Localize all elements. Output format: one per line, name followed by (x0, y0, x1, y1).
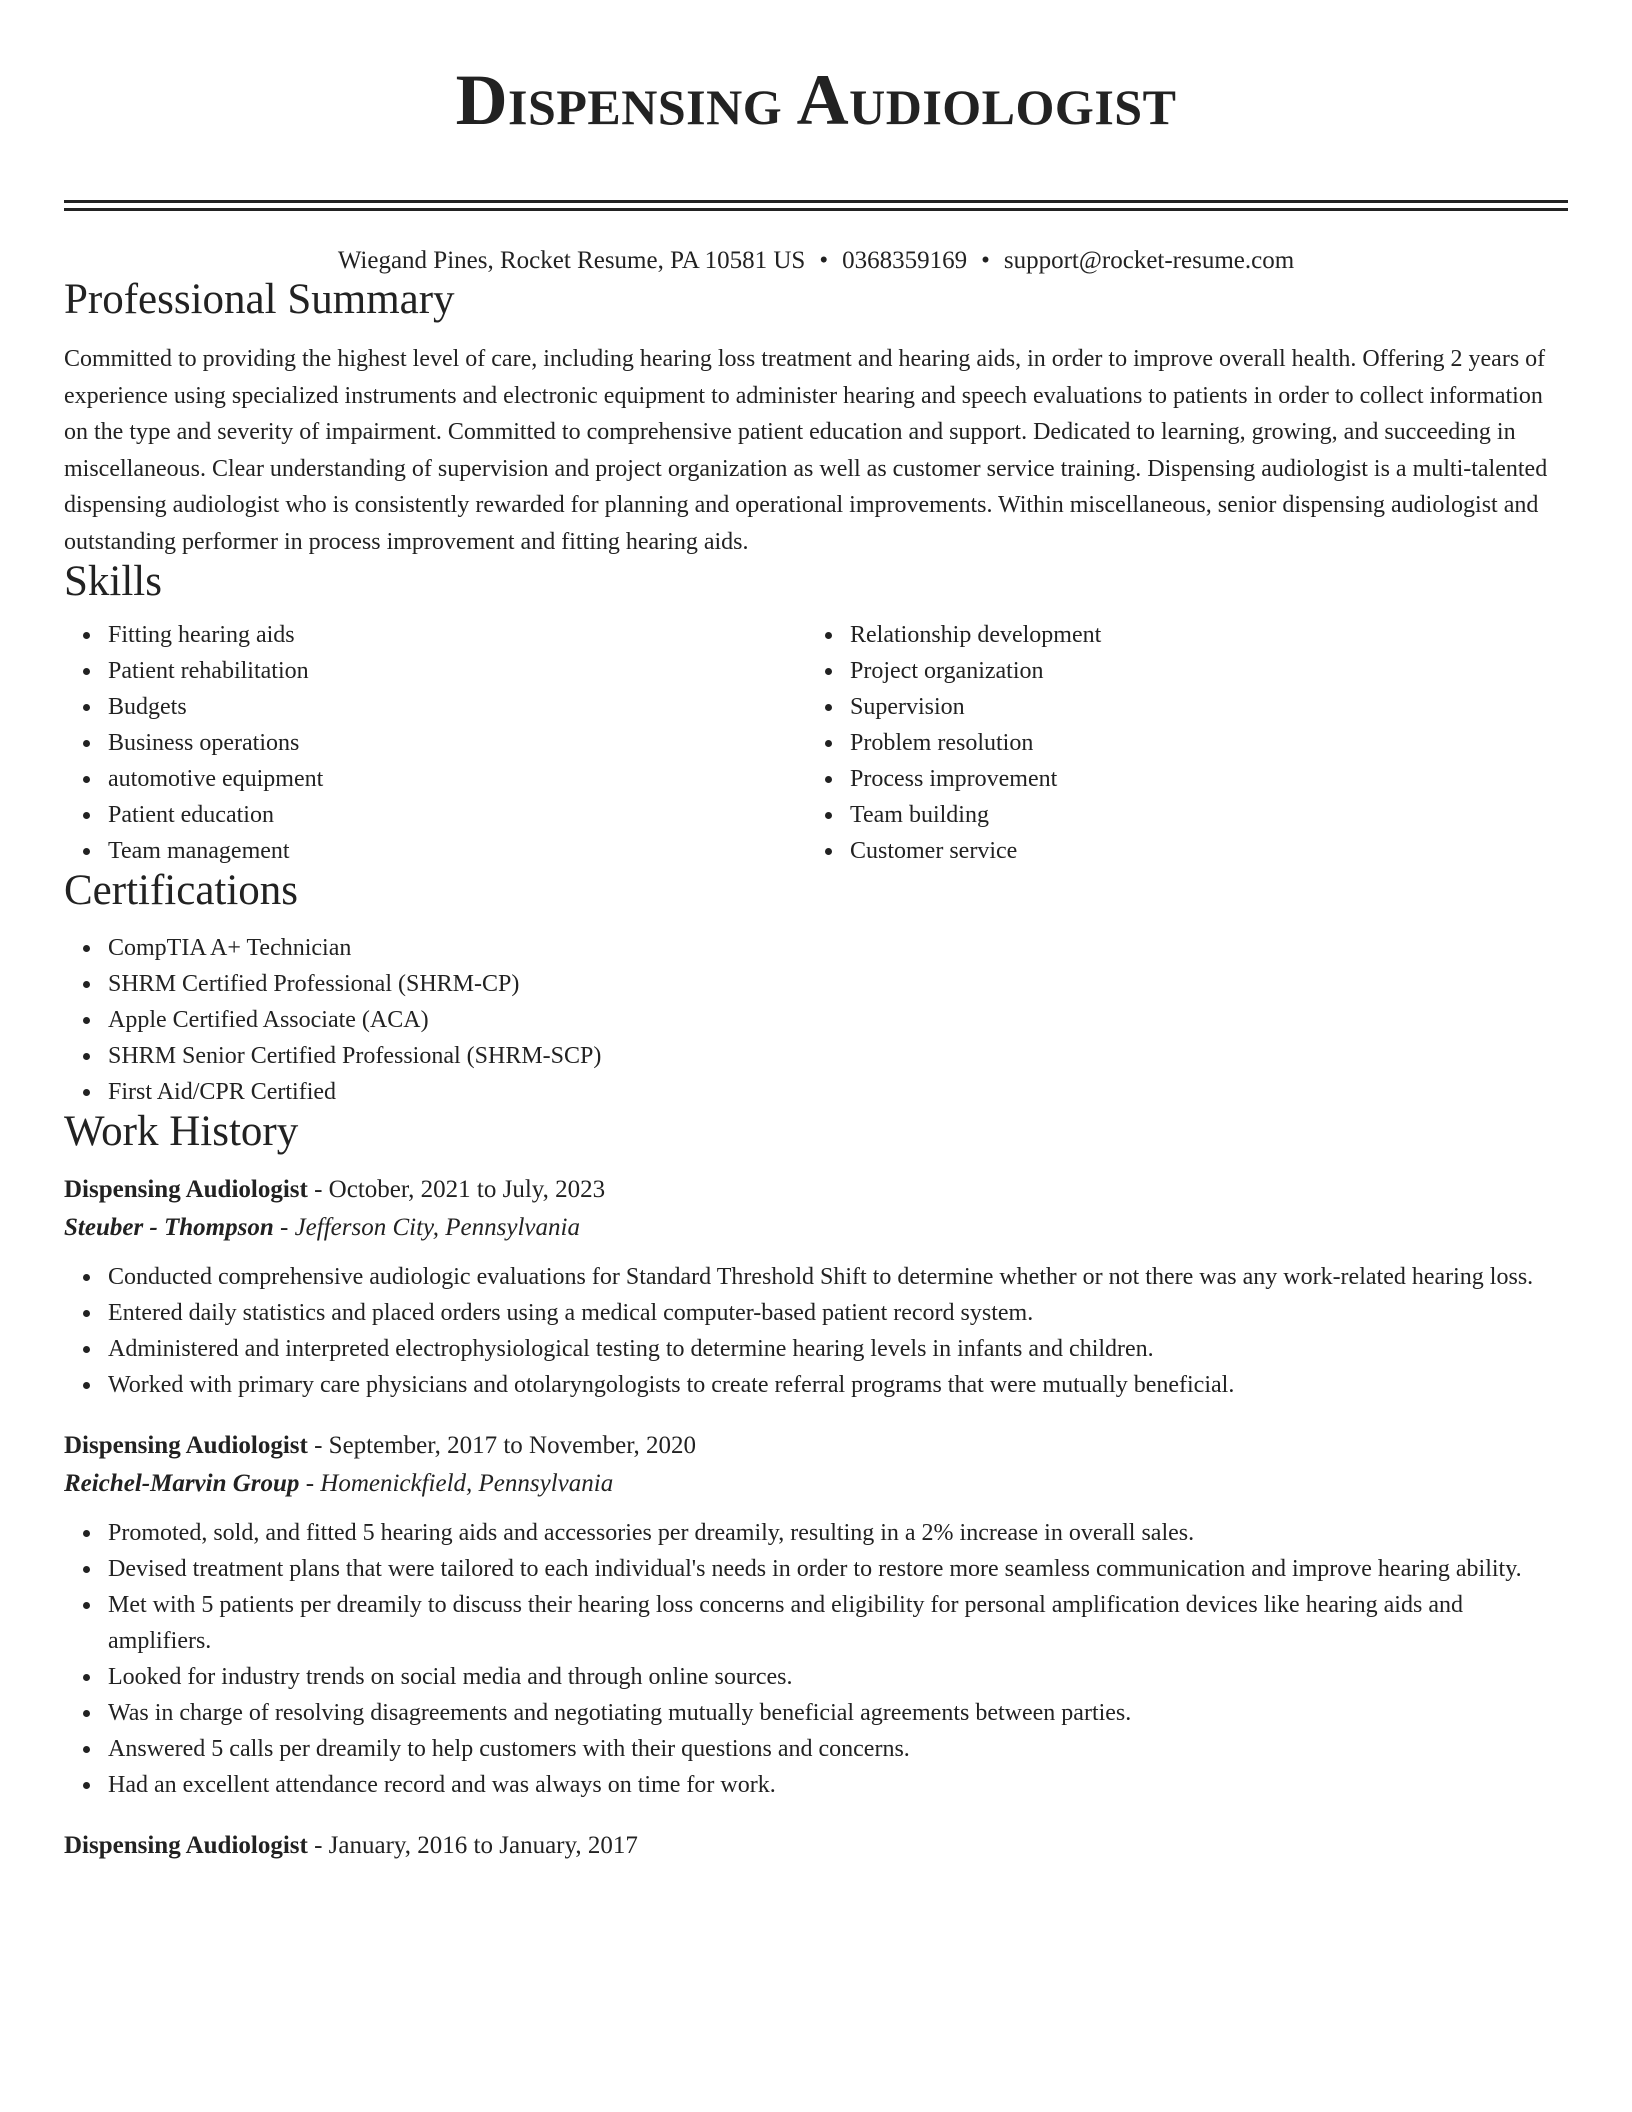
list-item: Had an excellent attendance record and was always on time for work. (108, 1767, 1568, 1803)
list-item: Worked with primary care physicians and otolaryngologists to create referral programs that were mutually beneficial. (108, 1367, 1568, 1403)
resume-name: Dispensing Audiologist (455, 60, 1177, 140)
list-item: Administered and interpreted electrophysiological testing to determine hearing levels in infants and children. (108, 1331, 1568, 1367)
job-header (64, 1171, 1568, 1209)
job-company: Reichel-Marvin Group (64, 1470, 300, 1497)
work-history-heading: Work History (64, 1108, 299, 1155)
job-role: Dispensing Audiologist (64, 1832, 308, 1859)
skills-list-right (806, 617, 1548, 869)
contact-line (64, 248, 1568, 278)
contact-address: Wiegand Pines, Rocket Resume, PA 10581 US (337, 247, 806, 274)
list-item: Apple Certified Associate (ACA) (108, 1002, 1568, 1038)
skills-heading: Skills (64, 558, 162, 605)
list-item: Conducted comprehensive audiologic evaluations for Standard Threshold Shift to determine whether or not there was any work-related hearing loss. (108, 1259, 1568, 1295)
job-dates: - January, 2016 to January, 2017 (307, 1832, 638, 1859)
list-item: Devised treatment plans that were tailored to each individual's needs in order to restore more seamless communication and improve hearing ability. (108, 1551, 1568, 1587)
job-company: Steuber - Thompson (64, 1214, 274, 1241)
job-role: Dispensing Audiologist (64, 1432, 308, 1459)
list-item: Budgets (108, 689, 806, 725)
list-item: Team management (108, 833, 806, 869)
list-item: Relationship development (850, 617, 1548, 653)
list-item: Patient education (108, 797, 806, 833)
list-item: Business operations (108, 725, 806, 761)
list-item: Customer service (850, 833, 1548, 869)
job-location: - Homenickfield, Pennsylvania (299, 1470, 614, 1497)
summary-text: Committed to providing the highest level of care, including hearing loss treatment and hearing aids, in order to improve overall health. Offering 2 years of experience using specialized instruments and electronic equipment to administer hearing and speech evaluations to patients in order to collect information on the type and severity of impairment. Committed to comprehensive patient education and support. Dedicated to learning, growing, and succeeding in miscellaneous. Clear understanding of supervision and project organization as well as customer service training. Dispensing audiologist is a multi-talented dispensing audiologist who is consistently rewarded for planning and operational improvements. Within miscellaneous, senior dispensing audiologist and outstanding performer in process improvement and fitting hearing aids. (64, 346, 1548, 555)
list-item: SHRM Certified Professional (SHRM-CP) (108, 966, 1568, 1002)
list-item: Problem resolution (850, 725, 1548, 761)
list-item: Fitting hearing aids (108, 617, 806, 653)
list-item: Looked for industry trends on social media and through online sources. (108, 1659, 1568, 1695)
job-entry (64, 1827, 1568, 1865)
list-item: Answered 5 calls per dreamily to help customers with their questions and concerns. (108, 1731, 1568, 1767)
header-double-rule (64, 200, 1568, 211)
list-item: Patient rehabilitation (108, 653, 806, 689)
skills-column-right (806, 617, 1548, 869)
certifications-heading: Certifications (64, 867, 299, 914)
summary-heading: Professional Summary (64, 276, 455, 323)
job-bullets (64, 1515, 1568, 1803)
job-employer (64, 1209, 1568, 1247)
job-role: Dispensing Audiologist (64, 1176, 308, 1203)
job-dates: - September, 2017 to November, 2020 (307, 1432, 697, 1459)
list-item: Process improvement (850, 761, 1548, 797)
list-item: Promoted, sold, and fitted 5 hearing aids and accessories per dreamily, resulting in a 2% increase in overall sales. (108, 1515, 1568, 1551)
skills-list-left (64, 617, 806, 869)
certifications-list (64, 930, 1568, 1110)
list-item: Entered daily statistics and placed orders using a medical computer-based patient record system. (108, 1295, 1568, 1331)
job-dates: - October, 2021 to July, 2023 (307, 1176, 606, 1203)
list-item: Team building (850, 797, 1548, 833)
contact-separator: • (981, 247, 990, 274)
job-location: - Jefferson City, Pennsylvania (273, 1214, 580, 1241)
list-item: Supervision (850, 689, 1548, 725)
contact-separator: • (819, 247, 829, 274)
list-item: Met with 5 patients per dreamily to discuss their hearing loss concerns and eligibility for personal amplification devices like hearing aids and amplifiers. (108, 1587, 1568, 1659)
skills-column-left (64, 617, 806, 869)
list-item: SHRM Senior Certified Professional (SHRM-SCP) (108, 1038, 1568, 1074)
list-item: Project organization (850, 653, 1548, 689)
contact-email[interactable]: support@rocket-resume.com (1003, 247, 1295, 274)
job-header (64, 1427, 1568, 1465)
job-header (64, 1827, 1568, 1865)
list-item: Was in charge of resolving disagreements and negotiating mutually beneficial agreements between parties. (108, 1695, 1568, 1731)
list-item: CompTIA A+ Technician (108, 930, 1568, 966)
job-employer (64, 1465, 1568, 1503)
list-item: automotive equipment (108, 761, 806, 797)
skills-columns (64, 617, 1568, 869)
list-item: First Aid/CPR Certified (108, 1074, 1568, 1110)
contact-phone: 0368359169 (842, 247, 968, 274)
job-bullets (64, 1259, 1568, 1403)
job-entry (64, 1171, 1568, 1403)
job-entry (64, 1427, 1568, 1803)
